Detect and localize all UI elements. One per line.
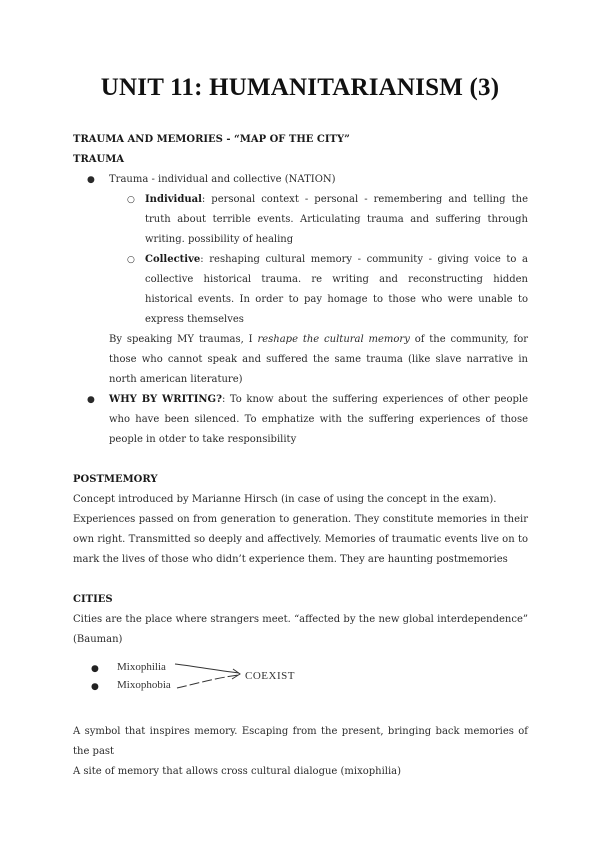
- bullet-icon: ●: [91, 664, 99, 674]
- diagram-result-coexist: COEXIST: [245, 670, 295, 682]
- cities-paragraph: Cities are the place where strangers meet. “affected by the new global interdependence” (Bauman): [73, 614, 528, 645]
- bullet-icon: ●: [91, 682, 99, 692]
- converging-arrow-icon: [173, 658, 243, 698]
- hollow-bullet-icon: ○: [127, 255, 135, 265]
- page-title: UNIT 11: HUMANITARIANISM (3): [100, 74, 500, 101]
- list-item: ● Trauma - individual and collective (NATION): [73, 170, 528, 190]
- document-body: [73, 130, 528, 782]
- cities-symbol-paragraph: A symbol that inspires memory. Escaping from the present, bringing back memories of the past: [73, 726, 528, 757]
- section-heading-postmemory: POSTMEMORY: [73, 474, 158, 485]
- section-heading-trauma-memories: TRAUMA AND MEMORIES - “MAP OF THE CITY”: [73, 134, 350, 145]
- speaking-paragraph: By speaking MY traumas, I reshape the cultural memory of the community, for those who cannot speak and suffered the same trauma (like slave narrative in north american literature): [109, 334, 529, 385]
- section-heading-cities: CITIES: [73, 594, 113, 605]
- bullet-icon: ●: [87, 175, 95, 185]
- mixophilia-diagram: [73, 658, 528, 698]
- postmemory-paragraph: Experiences passed on from generation to generation. They constitute memories in their own right. Transmitted so deeply and affectively. Memories of traumatic events live on to mark the lives of those who didn’t experience them. They are haunting postmemories: [73, 514, 528, 565]
- cities-site-paragraph: A site of memory that allows cross cultural dialogue (mixophilia): [73, 766, 402, 777]
- list-item-why-writing: ● WHY BY WRITING?: To know about the suffering experiences of other people who have been silenced. To emphatize with the suffering experiences of those people in otder to take responsibility: [73, 390, 528, 450]
- diagram-item-mixophobia: Mixophobia: [117, 679, 171, 691]
- bullet-icon: ●: [87, 395, 95, 405]
- diagram-item-mixophilia: Mixophilia: [117, 661, 166, 673]
- list-item-collective: ○ Collective: reshaping cultural memory - community - giving voice to a collective historical trauma. re writing and reconstructing hidden historical events. In order to pay homage to those who were unable to express themselves: [73, 250, 528, 330]
- postmemory-line: Concept introduced by Marianne Hirsch (in case of using the concept in the exam).: [73, 494, 497, 505]
- subheading-trauma: TRAUMA: [73, 154, 125, 165]
- list-item-individual: ○ Individual: personal context - personal - remembering and telling the truth about terrible events. Articulating trauma and suffering through writing. possibility of healing: [73, 190, 528, 250]
- hollow-bullet-icon: ○: [127, 195, 135, 205]
